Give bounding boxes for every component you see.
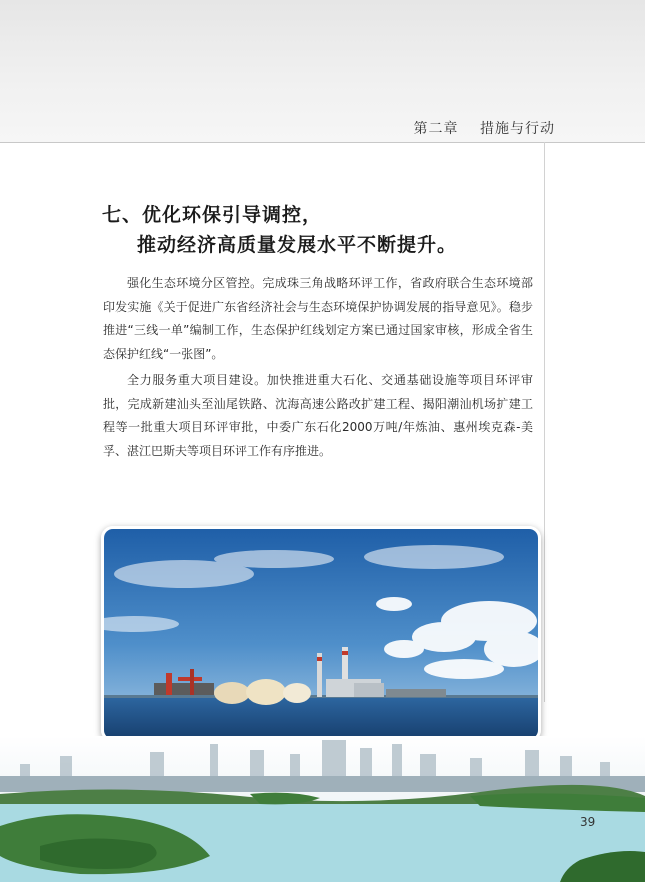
skyline-illustration: [0, 736, 645, 882]
paragraph-2: 全力服务重大项目建设。加快推进重大石化、交通基础设施等项目环评审批，完成新建汕头至汕尾铁路、沈海高速公路改扩建工程、揭阳潮汕机场扩建工程等一批重大项目环评审批，中委广东石化2000万吨/年炼油、惠州埃克森-美孚、湛江巴斯夫等项目环评工作有序推进。: [103, 373, 533, 458]
paragraph-1: 强化生态环境分区管控。完成珠三角战略环评工作，省政府联合生态环境部印发实施《关于促进广东省经济社会与生态环境保护协调发展的指导意见》。稳步推进“三线一单”编制工作，生态保护红线划定方案已通过国家审核，形成全省生态保护红线“一张图”。: [103, 276, 533, 361]
margin-divider: [544, 142, 545, 702]
header-divider: [0, 142, 645, 143]
chapter-number: 第二章: [413, 121, 459, 137]
page-number: 39: [580, 815, 596, 829]
city-skyline-decoration: [0, 736, 645, 882]
industrial-plant-photo: [101, 526, 541, 742]
body-text: [103, 272, 533, 466]
running-header: [414, 118, 555, 138]
industrial-plant-illustration: [104, 529, 538, 739]
section-title-line-1: 七、优化环保引导调控，: [102, 204, 323, 226]
section-title-line-2: 推动经济高质量发展水平不断提升。: [137, 234, 458, 256]
section-title: [102, 200, 457, 260]
chapter-title: 措施与行动: [480, 121, 555, 137]
